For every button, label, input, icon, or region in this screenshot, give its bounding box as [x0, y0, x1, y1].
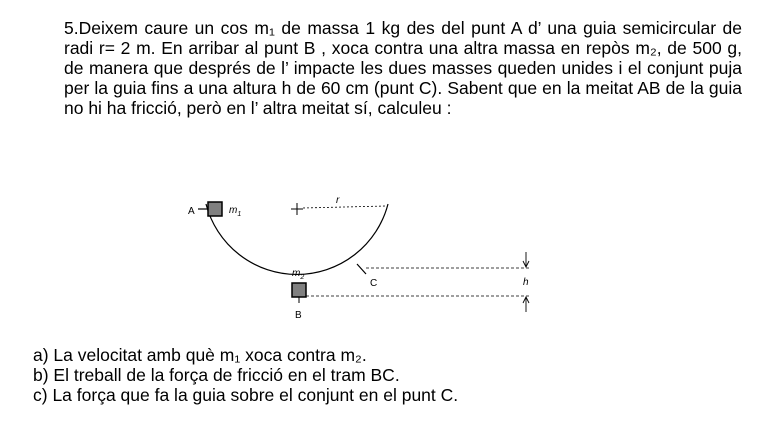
problem-text: 5.Deixem caure un cos m₁ de massa 1 kg des del punt A d’ una guia semicircular de radi r= 2 m. En arribar al punt B , xoca contra una altra massa en repòs m₂, de 500 g, de manera que després de l’ impacte les dues masses queden unides i el conjunt puja per la guia fins a una altura h de 60 cm (punt C). Sabent que en la meitat AB de la guia no hi ha fricció, però en l’ altra meitat sí, calculeu :: [64, 18, 742, 118]
label-m1: [229, 205, 241, 218]
question-c: c) La força que fa la guia sobre el conjunt en el punt C.: [33, 385, 459, 405]
label-m1-base: m: [229, 205, 238, 216]
label-m2: [292, 268, 304, 281]
questions-list: [33, 345, 458, 405]
label-m1-sub: 1: [237, 211, 242, 218]
label-b: B: [295, 310, 302, 321]
block-m2: [292, 283, 306, 297]
question-a: a) La velocitat amb què m₁ xoca contra m₂.: [33, 345, 367, 365]
label-c: C: [370, 278, 378, 289]
diagram-svg: [180, 186, 540, 326]
label-m2-sub: 2: [300, 274, 305, 281]
block-m1: [208, 202, 222, 216]
label-m2-base: m: [292, 268, 301, 279]
semicircular-track-diagram: [180, 186, 540, 326]
label-h: h: [523, 277, 529, 288]
label-r: r: [336, 195, 340, 206]
problem-statement: [64, 18, 742, 118]
radius-line: [303, 206, 386, 208]
point-c-mark: [357, 264, 366, 274]
question-b: b) El treball de la força de fricció en el tram BC.: [33, 365, 400, 385]
label-a: A: [188, 206, 195, 217]
